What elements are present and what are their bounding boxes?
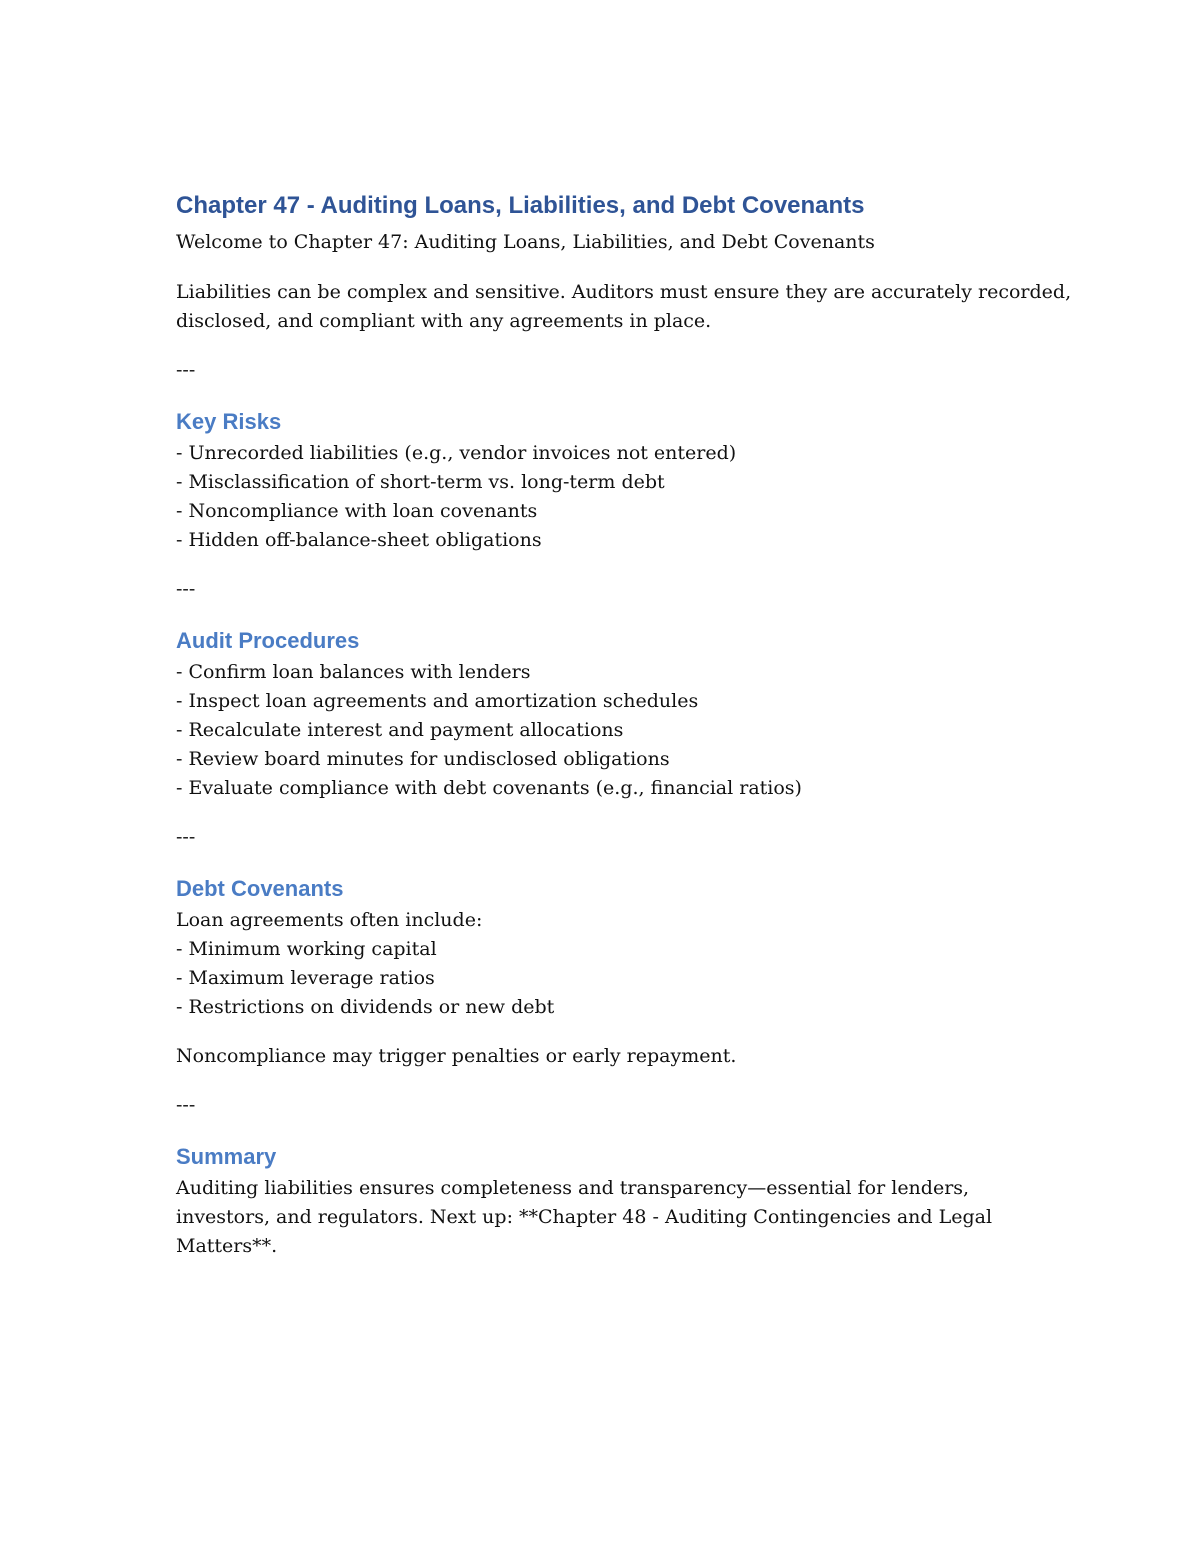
list-item: - Misclassification of short-term vs. long-term debt — [176, 471, 665, 493]
list-item: - Restrictions on dividends or new debt — [176, 996, 555, 1018]
list-item: - Unrecorded liabilities (e.g., vendor invoices not entered) — [176, 442, 737, 464]
summary-line: Matters**. — [176, 1235, 278, 1257]
list-item: - Maximum leverage ratios — [176, 967, 435, 989]
intro-paragraph — [176, 278, 1072, 336]
list-item: - Noncompliance with loan covenants — [176, 500, 538, 522]
list-item: - Evaluate compliance with debt covenants (e.g., financial ratios) — [176, 777, 802, 799]
chapter-title: Chapter 47 - Auditing Loans, Liabilities, and Debt Covenants — [176, 192, 865, 219]
list-item: - Recalculate interest and payment allocations — [176, 719, 624, 741]
separator: --- — [176, 578, 196, 600]
audit-procedures-heading: Audit Procedures — [176, 628, 360, 653]
debt-covenants-note: Noncompliance may trigger penalties or early repayment. — [176, 1045, 737, 1067]
key-risks-list — [176, 439, 1056, 555]
separator: --- — [176, 1094, 196, 1116]
intro-line: disclosed, and compliant with any agreements in place. — [176, 310, 712, 332]
document-page — [176, 188, 1072, 1261]
audit-procedures-list — [176, 658, 1056, 803]
list-item: - Hidden off-balance-sheet obligations — [176, 529, 542, 551]
list-item: - Minimum working capital — [176, 938, 437, 960]
key-risks-heading: Key Risks — [176, 409, 282, 434]
list-item: - Confirm loan balances with lenders — [176, 661, 531, 683]
separator: --- — [176, 359, 196, 381]
list-item: - Inspect loan agreements and amortization schedules — [176, 690, 699, 712]
debt-covenants-heading: Debt Covenants — [176, 876, 344, 901]
separator: --- — [176, 826, 196, 848]
summary-line: investors, and regulators. Next up: **Chapter 48 - Auditing Contingencies and Legal — [176, 1206, 993, 1228]
list-item: - Review board minutes for undisclosed obligations — [176, 748, 670, 770]
summary-line: Auditing liabilities ensures completeness and transparency—essential for lenders, — [176, 1177, 970, 1199]
summary-heading: Summary — [176, 1144, 277, 1169]
debt-covenants-lead: Loan agreements often include: — [176, 909, 483, 931]
summary-paragraph — [176, 1174, 1056, 1261]
welcome-line: Welcome to Chapter 47: Auditing Loans, Liabilities, and Debt Covenants — [176, 231, 875, 253]
debt-covenants-list — [176, 935, 1056, 1022]
intro-line: Liabilities can be complex and sensitive. Auditors must ensure they are accurately recorded, — [176, 281, 1072, 303]
